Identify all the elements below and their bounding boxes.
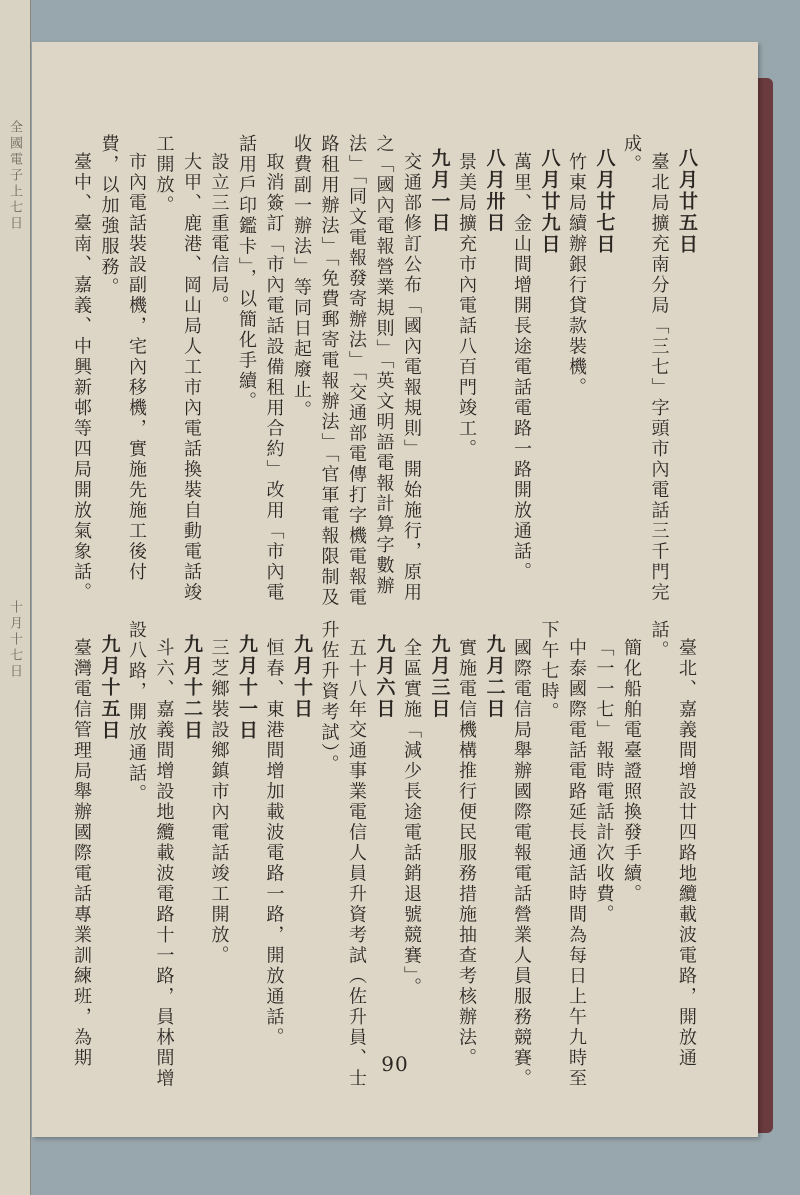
entry-paragraph: 五十八年交通事業電信人員升資考試（佐升員、士升佐升資考試）。	[318, 620, 367, 1089]
entry-date: 九月十日	[291, 634, 313, 720]
entry-date: 九月三日	[428, 634, 451, 720]
entry-paragraph: 簡化船舶電臺證照換發手續。	[621, 638, 642, 905]
entry-date: 八月廿九日	[538, 148, 561, 256]
entry-paragraph: 臺灣電信管理局舉辦國際電話專業訓練班，為期	[71, 638, 92, 1069]
entry-date: 九月六日	[373, 634, 396, 720]
entry-paragraph: 竹東局續辦銀行貸款裝機。	[566, 152, 587, 398]
entry-paragraph: 「一一七」報時電話計次收費。	[593, 638, 615, 925]
entry-paragraph: 取消簽訂「市內電話設備租用合約」改用「市內電話用戶印鑑卡」，以簡化手續。	[236, 134, 285, 603]
entry-paragraph: 中泰國際電話電路延長通話時間為每日上午九時至下午七時。	[538, 620, 587, 1089]
entry-date: 九月十一日	[236, 634, 258, 742]
entry-paragraph: 景美局擴充市內電話八百門竣工。	[456, 152, 477, 460]
entry-date: 八月廿五日	[676, 148, 698, 256]
entry-paragraph: 臺中、臺南、嘉義、中興新邨等四局開放氣象話。	[71, 152, 92, 603]
entry-date: 九月一日	[428, 148, 451, 234]
entry-paragraph: 交通部修訂公布「國內電報規則」開始施行，原用之「國內電報營業規則」「英文明語電報計算字數辦法」「同文電報發寄辦法」「交通部電傳打字機電報電路租用辦法」「免費郵寄電報辦法」「官軍電報限制及收費副一辦法」等同日起廢止。	[291, 134, 422, 608]
adjacent-page-text-bottom: 十月十七日	[7, 600, 22, 680]
book-page	[32, 42, 758, 1137]
entry-paragraph: 國際電信局舉辦國際電報電話營業人員服務競賽。	[511, 638, 532, 1089]
entry-paragraph: 設立三重電信局。	[208, 152, 230, 316]
entry-date: 九月十二日	[181, 634, 203, 742]
top-text-block	[71, 134, 700, 614]
entry-paragraph: 市內電話裝設副機，宅內移機，實施先施工後付費，以加強服務。	[98, 134, 147, 583]
entry-date: 九月十五日	[98, 634, 121, 742]
entry-paragraph: 臺北局擴充南分局「三七」字頭市內電話三千門完成。	[621, 134, 670, 603]
entry-date: 八月卅日	[483, 148, 506, 234]
entry-paragraph: 臺北、嘉義間增設廿四路地纜載波電路，開放通話。	[648, 620, 697, 1069]
entry-date: 八月廿七日	[593, 148, 616, 256]
entry-paragraph: 大甲、鹿港、岡山局人工市內電話換裝自動電話竣工開放。	[153, 134, 202, 603]
entry-paragraph: 實施電信機構推行便民服務措施抽查考核辦法。	[456, 638, 477, 1069]
page-number: 90	[381, 1052, 409, 1076]
adjacent-page-text-top: 全國電子上七日	[7, 120, 22, 232]
entry-paragraph: 全區實施「減少長途電話銷退號競賽」。	[401, 638, 422, 998]
entry-paragraph: 恒春、東港間增加載波電路一路，開放通話。	[263, 638, 285, 1048]
entry-date: 九月二日	[483, 634, 506, 720]
adjacent-page-edge	[0, 0, 31, 1195]
entry-paragraph: 斗六、嘉義間增設地纜載波電路十一路，員林間增設八路，開放通話。	[126, 620, 175, 1089]
entry-paragraph: 萬里、金山間增開長途電話電路一路開放通話。	[511, 152, 532, 583]
bottom-text-block	[71, 620, 700, 1090]
entry-paragraph: 三芝鄉裝設鄉鎮市內電話竣工開放。	[208, 638, 230, 966]
